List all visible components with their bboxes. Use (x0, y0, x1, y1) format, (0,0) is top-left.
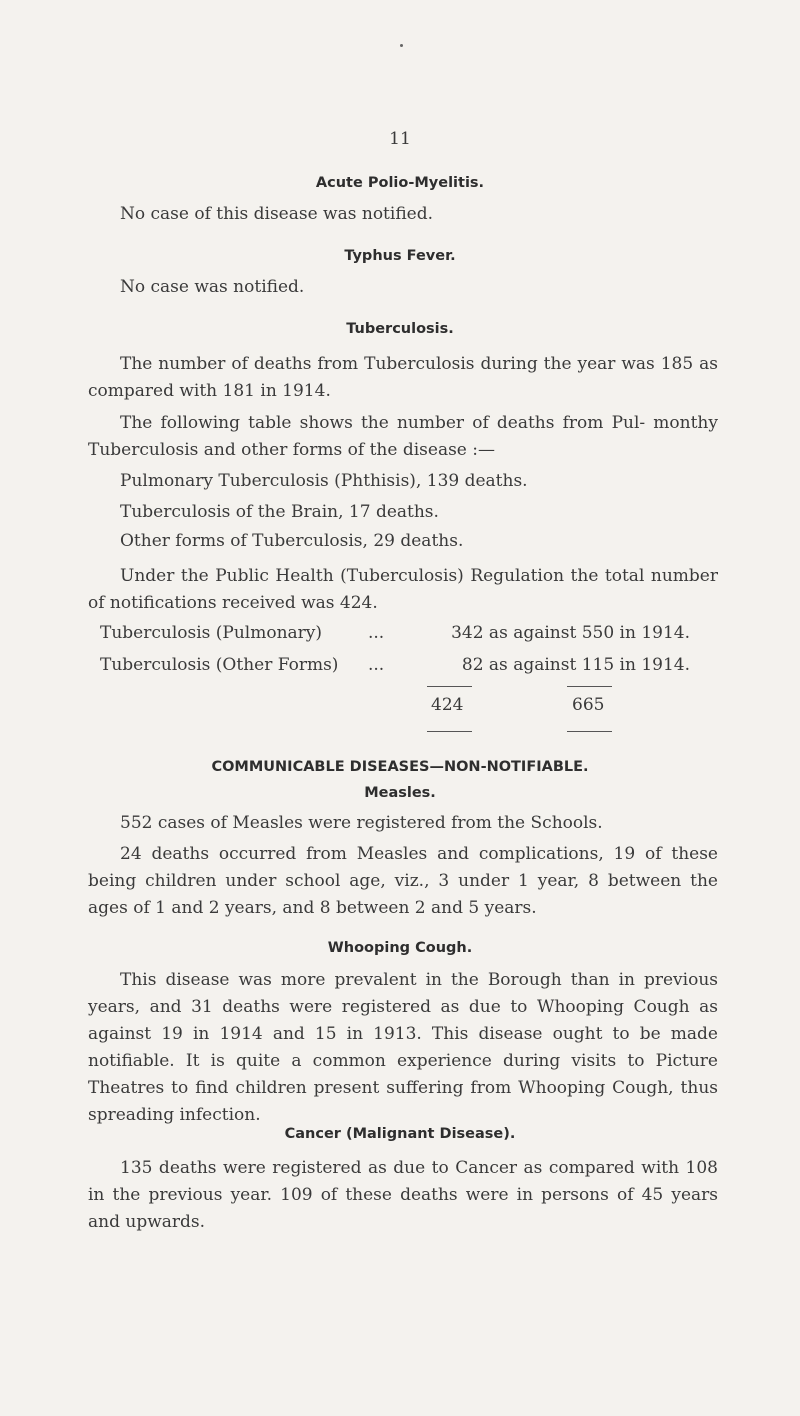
total-rule-bottom-previous (567, 731, 612, 732)
typhus-heading: Typhus Fever. (344, 248, 456, 264)
total-rule-bottom-current (427, 731, 472, 732)
print-speck (400, 44, 403, 47)
page-number: 11 (389, 129, 411, 149)
polio-heading: Acute Polio-Myelitis. (315, 175, 485, 191)
cancer-paragraph: 135 deaths were registered as due to Cancer as compared with 108 in the previous year. 109 of these deaths were in persons of 45 years and upwards. (88, 1158, 718, 1232)
total-rule-top-previous (567, 686, 612, 687)
notification-label: Tuberculosis (Pulmonary) (100, 623, 323, 643)
notification-value: 342 as against 550 in 1914. (451, 623, 690, 643)
notification-label: Tuberculosis (Other Forms) (100, 655, 339, 675)
deaths-line-brain: Tuberculosis of the Brain, 17 deaths. (120, 502, 439, 522)
typhus-text: No case was notified. (120, 277, 305, 297)
non-notifiable-heading: COMMUNICABLE DISEASES—NON-NOTIFIABLE. (211, 759, 589, 775)
tuberculosis-heading: Tuberculosis. (346, 321, 454, 337)
whooping-cough-heading: Whooping Cough. (327, 940, 473, 956)
tuberculosis-paragraph-1: The number of deaths from Tuberculosis during the year was 185 as compared with 181 in 1914. (88, 354, 718, 401)
total-current: 424 (431, 695, 464, 715)
measles-heading: Measles. (364, 785, 436, 801)
tuberculosis-paragraph-2: The following table shows the number of deaths from Pul- monthy Tuberculosis and other forms of the disease :— (88, 413, 718, 460)
total-previous: 665 (572, 695, 605, 715)
polio-text: No case of this disease was notified. (120, 204, 434, 224)
deaths-line-pulmonary: Pulmonary Tuberculosis (Phthisis), 139 deaths. (120, 471, 528, 491)
notification-value: 82 as against 115 in 1914. (461, 655, 690, 675)
leader-dots: ... (368, 623, 385, 643)
tuberculosis-paragraph-3: Under the Public Health (Tuberculosis) Regulation the total number of notifications received was 424. (88, 566, 718, 613)
leader-dots: ... (368, 655, 385, 675)
measles-paragraph-1: 552 cases of Measles were registered from the Schools. (120, 813, 603, 833)
measles-paragraph-2: 24 deaths occurred from Measles and complications, 19 of these being children under school age, viz., 3 under 1 year, 8 between the ages of 1 and 2 years, and 8 between 2 and 5 years. (88, 844, 718, 918)
total-rule-top-current (427, 686, 472, 687)
cancer-heading: Cancer (Malignant Disease). (284, 1126, 516, 1142)
whooping-cough-paragraph: This disease was more prevalent in the Borough than in previous years, and 31 deaths were registered as due to Whooping Cough as against 19 in 1914 and 15 in 1913. This disease ought to be made notifiable. It is quite a common experience during visits to Picture Theatres to find children present suffering from Whooping Cough, thus spreading infection. (88, 970, 718, 1125)
deaths-line-other: Other forms of Tuberculosis, 29 deaths. (120, 531, 464, 551)
